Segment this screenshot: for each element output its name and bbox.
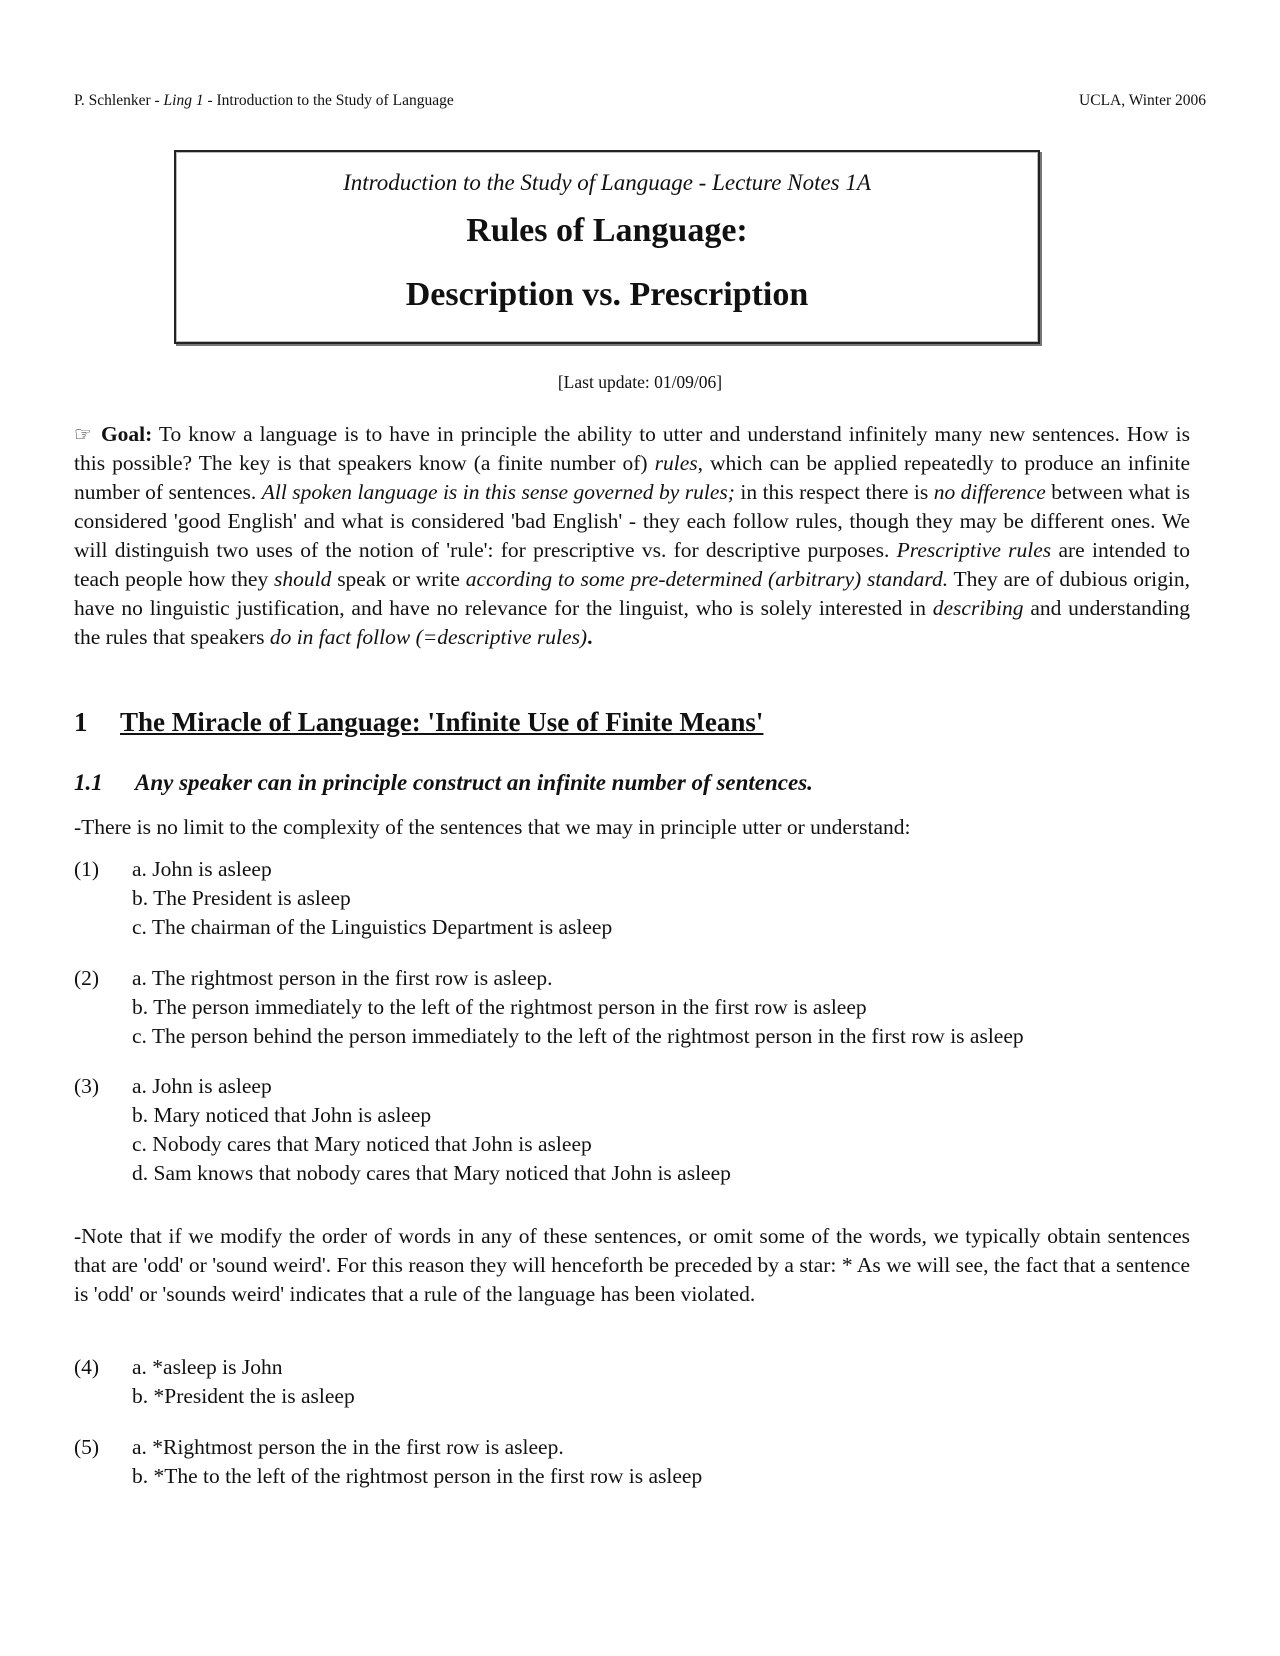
example-number: (1) [74, 857, 100, 881]
section-title: The Miracle of Language: 'Infinite Use of Finite Means' [120, 707, 764, 737]
example-item: b. The person immediately to the left of the rightmost person in the first row is asleep [132, 995, 867, 1019]
goal-text: in this respect there is [734, 480, 934, 504]
example-item: d. Sam knows that nobody cares that Mary noticed that John is asleep [132, 1161, 731, 1185]
goal-text: To know a language is to have in principle the ability to utter and understand infinitely many new sentences. How is this possible? The key is that speakers know (a finite number of) [74, 422, 1190, 475]
example-item: a. John is asleep [132, 857, 272, 881]
goal-text: . [587, 625, 593, 649]
title-line-2: Description vs. Prescription [405, 276, 809, 313]
title-box [174, 150, 1040, 344]
example-number: (4) [74, 1355, 100, 1379]
title-line-1: Rules of Language: [466, 212, 748, 249]
goal-emphasis: All spoken language is in this sense governed by rules; [261, 480, 735, 504]
example-number: (3) [74, 1074, 100, 1098]
subsection-number: 1.1 [74, 770, 103, 795]
goal-emphasis: should [274, 567, 332, 591]
header-author: P. Schlenker - [74, 92, 164, 109]
goal-emphasis: do in fact follow [269, 625, 411, 649]
goal-emphasis: Prescriptive rules [896, 538, 1052, 562]
section-heading [74, 707, 763, 738]
example-item: b. *President the is asleep [132, 1384, 355, 1408]
example-item: a. *Rightmost person the in the first row is asleep. [132, 1435, 564, 1459]
example-number: (2) [74, 966, 100, 990]
goal-text: , which can be applied repeatedly to produce an infinite number of sentences. [74, 451, 1191, 504]
subsection-heading [74, 770, 813, 796]
example-item: c. The chairman of the Linguistics Department is asleep [132, 915, 613, 939]
example-item: a. John is asleep [132, 1074, 272, 1098]
goal-emphasis: no difference [933, 480, 1046, 504]
header-course-title: - Introduction to the Study of Language [203, 92, 454, 109]
example-number: (5) [74, 1435, 100, 1459]
section-number: 1 [74, 707, 88, 737]
example-item: c. The person behind the person immediately to the left of the rightmost person in the first row is asleep [132, 1024, 1024, 1048]
example-item: b. *The to the left of the rightmost person in the first row is asleep [132, 1464, 703, 1488]
example-item: a. The rightmost person in the first row is asleep. [132, 966, 553, 990]
goal-text: They are of dubious origin, have no linguistic justification, and have no relevance for the linguist, who is solely interested in [74, 567, 1190, 620]
goal-text: between what is considered 'good English' and what is considered 'bad English' - they each follow rules, though they may be different ones. We will distinguish two uses of the notion of 'rule': for prescriptive vs. for descriptive purposes. [74, 480, 1190, 562]
header-left [74, 92, 454, 112]
subsection-title: Any speaker can in principle construct an infinite number of sentences. [135, 770, 813, 795]
example-item: c. Nobody cares that Mary noticed that John is asleep [132, 1132, 592, 1156]
goal-emphasis: (=descriptive rules) [410, 625, 588, 649]
goal-emphasis: rules [654, 451, 698, 475]
goal-paragraph [74, 420, 1190, 652]
header-right: UCLA, Winter 2006 [1079, 92, 1206, 109]
pointing-hand-icon: ☞ [74, 422, 92, 446]
example-item: b. The President is asleep [132, 886, 351, 910]
goal-text: are intended to teach people how they [74, 538, 1191, 591]
example-item: b. Mary noticed that John is asleep [132, 1103, 432, 1127]
goal-label: Goal: [100, 422, 153, 446]
running-header [74, 92, 1206, 112]
note-paragraph: -Note that if we modify the order of words in any of these sentences, or omit some of the words, we typically obtain sentences that are 'odd' or 'sound weird'. For this reason they will henceforth be preceded by a star: * As we will see, the fact that a sentence is 'odd' or 'sounds weird' indicates that a rule of the language has been violated. [74, 1224, 1190, 1306]
intro-line: -There is no limit to the complexity of the sentences that we may in principle utter or understand: [74, 815, 911, 839]
example-item: a. *asleep is John [132, 1355, 283, 1379]
goal-text: and understanding the rules that speakers [74, 596, 1190, 649]
goal-emphasis: describing [932, 596, 1024, 620]
lecture-subtitle: Introduction to the Study of Language - Lecture Notes 1A [343, 170, 871, 195]
goal-text: speak or write [331, 567, 466, 591]
goal-emphasis: according to some pre-determined (arbitrary) standard. [465, 567, 949, 591]
last-update: [Last update: 01/09/06] [557, 372, 723, 392]
header-course: Ling 1 [163, 92, 204, 109]
